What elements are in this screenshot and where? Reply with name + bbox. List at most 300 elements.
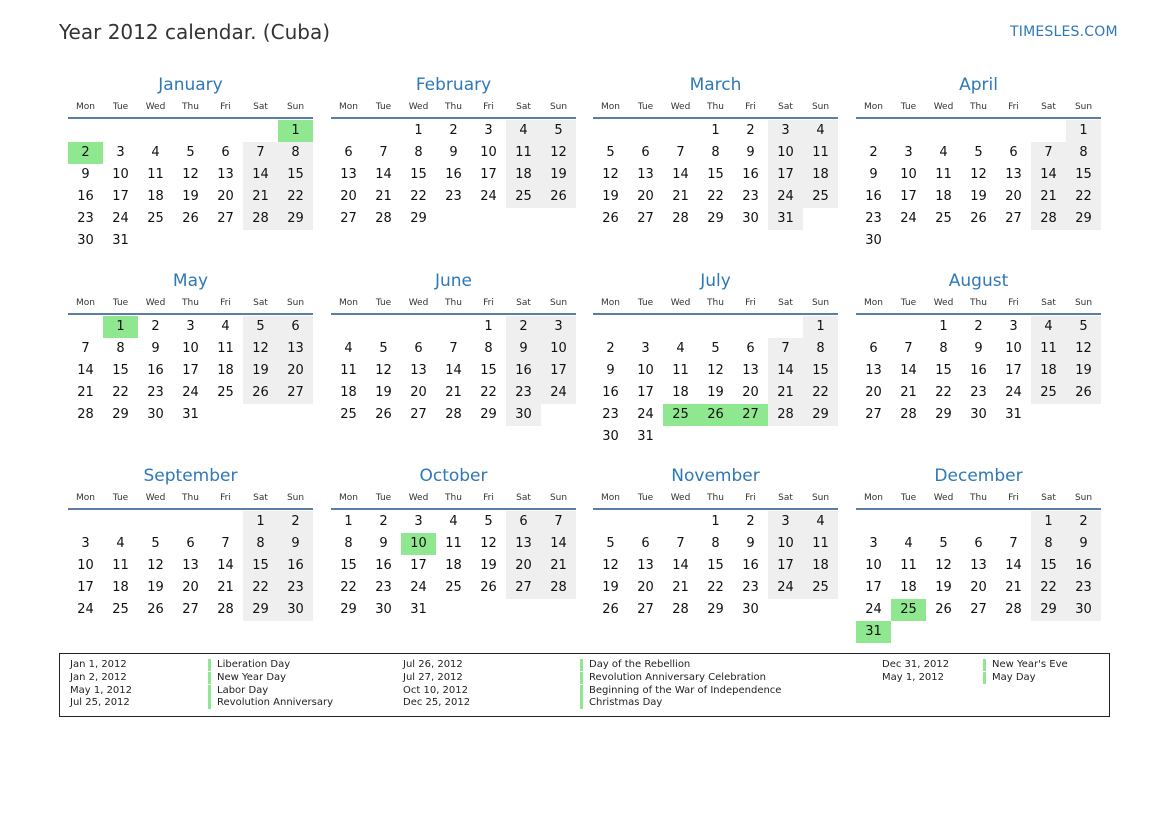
weekday-label: Fri [745,298,756,308]
day-cell: 4 [939,145,948,160]
month-divider [856,117,1101,119]
day-cell: 30 [1066,599,1101,621]
weekday-label: Fri [1008,298,1019,308]
day-cell: 1 [1066,120,1101,142]
day-cell: 13 [970,558,987,573]
day-cell: 10 [637,363,654,378]
weekday-label: Sun [549,298,568,308]
day-cell: 24 [182,385,199,400]
month-divider [68,117,313,119]
legend-date: May 1, 2012 [882,671,945,683]
weekday-label: Thu [182,298,199,308]
day-cell: 8 [116,341,125,356]
day-cell: 6 [278,316,313,338]
day-cell: 20 [637,189,654,204]
weekday-label: Fri [483,102,494,112]
day-cell: 25 [217,385,234,400]
day-cell: 14 [217,558,234,573]
day-cell: 21 [243,186,278,208]
day-cell: 27 [637,211,654,226]
day-cell: 21 [77,385,94,400]
month-divider [331,117,576,119]
day-cell: 13 [506,533,541,555]
legend-holiday-name: Labor Day [208,685,268,697]
legend-holiday-name: Liberation Day [208,659,290,671]
day-cell: 7 [1009,536,1018,551]
day-cell: 6 [641,536,650,551]
day-cell: 14 [445,363,462,378]
weekday-label: Wed [408,102,429,112]
day-cell: 20 [340,189,357,204]
day-cell: 9 [869,167,878,182]
day-cell: 1 [803,316,838,338]
day-cell: 29 [480,407,497,422]
day-cell: 8 [243,533,278,555]
day-cell: 25 [803,577,838,599]
weekday-label: Sun [286,298,305,308]
day-cell: 25 [340,407,357,422]
day-cell: 27 [637,602,654,617]
weekday-label: Thu [445,493,462,503]
day-cell: 3 [541,316,576,338]
day-cell: 16 [77,189,94,204]
day-cell: 26 [243,382,278,404]
day-cell: 12 [480,536,497,551]
weekday-label: Sun [286,493,305,503]
legend-date: May 1, 2012 [70,684,133,696]
day-cell: 31 [637,429,654,444]
day-cell: 23 [506,382,541,404]
weekday-label: Tue [637,493,654,503]
legend-holiday-name: Revolution Anniversary [208,697,333,709]
weekday-label: Sat [516,493,531,503]
weekday-label: Wed [145,493,166,503]
weekday-label: Tue [637,298,654,308]
day-cell: 24 [77,602,94,617]
day-cell: 26 [970,211,987,226]
day-cell: 9 [278,533,313,555]
day-cell: 13 [637,167,654,182]
weekday-header [331,492,576,504]
day-cell: 5 [541,120,576,142]
day-cell: 21 [541,555,576,577]
weekday-header [68,101,313,113]
day-cell: 8 [711,145,720,160]
day-cell: 17 [637,385,654,400]
weekday-label: Mon [601,493,620,503]
weekday-label: Tue [112,493,129,503]
day-cell: 8 [803,338,838,360]
day-cell: 18 [217,363,234,378]
day-cell: 12 [707,363,724,378]
day-cell: 28 [541,577,576,599]
day-cell: 6 [869,341,878,356]
day-cell: 8 [344,536,353,551]
weekday-label: Tue [900,102,917,112]
day-cell: 1 [243,511,278,533]
day-cell: 6 [974,536,983,551]
day-cell: 5 [974,145,983,160]
day-cell: 17 [768,555,803,577]
holiday-legend [59,653,1110,717]
day-cell: 18 [935,189,952,204]
weekday-label: Wed [408,298,429,308]
day-cell: 26 [602,211,619,226]
weekday-label: Tue [112,102,129,112]
day-cell: 19 [480,558,497,573]
day-cell: 29 [707,602,724,617]
day-cell: 18 [1031,360,1066,382]
day-cell: 29 [410,211,427,226]
day-cell: 16 [445,167,462,182]
day-cell: 2 [606,341,615,356]
day-cell: 17 [112,189,129,204]
weekday-label: Sat [1041,298,1056,308]
day-cell: 30 [77,233,94,248]
day-cell: 19 [602,580,619,595]
legend-holiday-name: Christmas Day [580,697,662,709]
day-cell: 22 [340,580,357,595]
weekday-label: Mon [76,102,95,112]
day-cell: 28 [672,602,689,617]
month-divider [593,313,838,315]
day-cell: 26 [480,580,497,595]
day-cell: 14 [243,164,278,186]
day-cell: 17 [182,363,199,378]
weekday-label: Thu [182,493,199,503]
day-grid [593,511,838,643]
weekday-label: Fri [745,102,756,112]
day-cell: 4 [221,319,230,334]
weekday-label: Tue [375,493,392,503]
weekday-header [593,492,838,504]
day-cell: 1 [414,123,423,138]
day-grid [856,120,1101,252]
day-cell: 11 [803,142,838,164]
day-cell: 18 [672,385,689,400]
day-cell: 7 [243,142,278,164]
weekday-label: Mon [339,102,358,112]
day-cell: 2 [974,319,983,334]
day-cell: 3 [768,511,803,533]
day-cell: 15 [480,363,497,378]
month-name: September [143,466,238,486]
day-cell: 19 [147,580,164,595]
month-name: March [689,75,742,95]
month-name: February [415,75,492,95]
weekday-header [856,101,1101,113]
day-cell: 18 [506,164,541,186]
day-cell: 28 [217,602,234,617]
holiday-day-cell: 1 [278,120,313,142]
day-cell: 11 [672,363,689,378]
day-cell: 27 [278,382,313,404]
day-cell: 16 [147,363,164,378]
holiday-day-cell: 10 [401,533,436,555]
weekday-label: Fri [745,493,756,503]
weekday-label: Wed [670,298,691,308]
day-cell: 28 [375,211,392,226]
day-cell: 17 [541,360,576,382]
weekday-label: Wed [145,102,166,112]
weekday-label: Tue [900,298,917,308]
weekday-label: Sun [811,493,830,503]
day-cell: 8 [711,536,720,551]
day-cell: 22 [278,186,313,208]
weekday-label: Tue [637,102,654,112]
day-cell: 9 [449,145,458,160]
day-cell: 31 [1005,407,1022,422]
day-cell: 7 [541,511,576,533]
day-cell: 7 [676,145,685,160]
day-cell: 24 [865,602,882,617]
day-cell: 5 [379,341,388,356]
weekday-label: Sat [778,102,793,112]
day-cell: 4 [506,120,541,142]
day-grid [593,316,838,448]
day-cell: 6 [1009,145,1018,160]
day-cell: 1 [711,514,720,529]
weekday-label: Mon [864,298,883,308]
day-cell: 9 [606,363,615,378]
day-cell: 13 [865,363,882,378]
day-cell: 28 [768,404,803,426]
day-grid [331,511,576,643]
day-cell: 3 [768,120,803,142]
weekday-label: Fri [483,493,494,503]
month-divider [593,508,838,510]
day-cell: 4 [116,536,125,551]
day-cell: 23 [742,189,759,204]
day-cell: 22 [480,385,497,400]
day-cell: 8 [278,142,313,164]
day-cell: 6 [221,145,230,160]
day-cell: 19 [243,360,278,382]
day-cell: 7 [449,341,458,356]
day-cell: 19 [935,580,952,595]
weekday-header [68,492,313,504]
day-cell: 27 [182,602,199,617]
day-cell: 15 [1066,164,1101,186]
day-cell: 6 [186,536,195,551]
day-cell: 24 [900,211,917,226]
weekday-label: Sat [1041,102,1056,112]
day-cell: 14 [672,558,689,573]
weekday-label: Sun [549,102,568,112]
day-cell: 6 [641,145,650,160]
day-cell: 21 [672,189,689,204]
day-cell: 15 [340,558,357,573]
day-cell: 18 [340,385,357,400]
day-cell: 9 [151,341,160,356]
day-cell: 13 [340,167,357,182]
day-cell: 20 [506,555,541,577]
weekday-label: Fri [483,298,494,308]
day-cell: 17 [900,189,917,204]
day-cell: 28 [1031,208,1066,230]
day-cell: 1 [711,123,720,138]
day-cell: 18 [900,580,917,595]
day-cell: 23 [602,407,619,422]
month-divider [331,508,576,510]
weekday-label: Sat [253,298,268,308]
day-cell: 17 [865,580,882,595]
day-cell: 26 [602,602,619,617]
day-cell: 8 [1031,533,1066,555]
day-cell: 22 [1066,186,1101,208]
day-cell: 16 [602,385,619,400]
day-cell: 25 [1031,382,1066,404]
weekday-header [593,297,838,309]
day-cell: 24 [768,186,803,208]
day-cell: 4 [803,120,838,142]
day-cell: 9 [379,536,388,551]
day-cell: 20 [865,385,882,400]
day-cell: 17 [1005,363,1022,378]
day-cell: 20 [742,385,759,400]
day-cell: 10 [900,167,917,182]
day-cell: 4 [449,514,458,529]
day-cell: 22 [935,385,952,400]
day-cell: 14 [1005,558,1022,573]
holiday-day-cell: 25 [891,599,926,621]
day-cell: 30 [147,407,164,422]
day-cell: 12 [541,142,576,164]
day-cell: 20 [970,580,987,595]
day-cell: 23 [375,580,392,595]
weekday-label: Thu [970,102,987,112]
day-cell: 23 [970,385,987,400]
day-cell: 15 [707,167,724,182]
legend-date: Jan 2, 2012 [70,671,127,683]
day-cell: 17 [77,580,94,595]
day-cell: 7 [379,145,388,160]
weekday-label: Fri [220,298,231,308]
day-cell: 20 [217,189,234,204]
day-cell: 3 [81,536,90,551]
weekday-label: Mon [601,298,620,308]
day-cell: 19 [541,164,576,186]
day-cell: 15 [278,164,313,186]
day-cell: 10 [541,338,576,360]
day-cell: 7 [676,536,685,551]
day-cell: 5 [243,316,278,338]
day-cell: 19 [182,189,199,204]
day-cell: 28 [1005,602,1022,617]
day-grid [68,120,313,252]
legend-holiday-name: Day of the Rebellion [580,659,690,671]
day-cell: 24 [112,211,129,226]
weekday-label: Wed [933,493,954,503]
day-cell: 19 [602,189,619,204]
day-cell: 7 [904,341,913,356]
day-cell: 3 [869,536,878,551]
weekday-label: Mon [864,102,883,112]
day-cell: 16 [742,167,759,182]
day-cell: 28 [445,407,462,422]
day-cell: 21 [768,382,803,404]
holiday-day-cell: 26 [698,404,733,426]
month-divider [593,117,838,119]
weekday-label: Sat [253,493,268,503]
day-cell: 13 [637,558,654,573]
month-name: November [671,466,760,486]
day-cell: 29 [243,599,278,621]
weekday-label: Thu [445,102,462,112]
weekday-label: Mon [339,493,358,503]
weekday-label: Sat [778,493,793,503]
day-cell: 22 [707,189,724,204]
day-cell: 27 [865,407,882,422]
day-cell: 18 [112,580,129,595]
day-cell: 6 [746,341,755,356]
day-cell: 5 [711,341,720,356]
day-cell: 5 [484,514,493,529]
day-cell: 11 [506,142,541,164]
day-cell: 24 [480,189,497,204]
day-cell: 27 [340,211,357,226]
day-cell: 27 [970,602,987,617]
day-cell: 16 [1066,555,1101,577]
weekday-label: Wed [670,102,691,112]
day-cell: 19 [375,385,392,400]
day-cell: 2 [449,123,458,138]
weekday-label: Wed [933,102,954,112]
day-grid [331,120,576,252]
day-cell: 8 [1066,142,1101,164]
day-cell: 8 [484,341,493,356]
day-cell: 3 [414,514,423,529]
day-cell: 16 [278,555,313,577]
day-cell: 24 [768,577,803,599]
month-divider [68,508,313,510]
day-cell: 21 [1031,186,1066,208]
weekday-label: Wed [145,298,166,308]
day-cell: 31 [768,208,803,230]
legend-holiday-name: Revolution Anniversary Celebration [580,672,766,684]
day-cell: 18 [445,558,462,573]
weekday-label: Sun [811,298,830,308]
day-cell: 13 [278,338,313,360]
day-cell: 2 [506,316,541,338]
weekday-label: Sun [1074,493,1093,503]
month-name: October [419,466,488,486]
weekday-header [856,297,1101,309]
day-cell: 11 [112,558,129,573]
day-cell: 3 [116,145,125,160]
day-cell: 11 [147,167,164,182]
weekday-label: Mon [864,493,883,503]
day-cell: 30 [742,211,759,226]
site-brand-link[interactable]: TIMESLES.COM [1010,24,1118,40]
day-cell: 14 [77,363,94,378]
day-cell: 3 [186,319,195,334]
day-cell: 9 [746,536,755,551]
day-cell: 5 [151,536,160,551]
day-cell: 23 [278,577,313,599]
day-cell: 25 [112,602,129,617]
weekday-label: Sat [516,298,531,308]
day-cell: 11 [935,167,952,182]
day-cell: 17 [410,558,427,573]
day-cell: 11 [900,558,917,573]
day-cell: 31 [182,407,199,422]
day-cell: 22 [243,577,278,599]
day-cell: 14 [541,533,576,555]
day-cell: 23 [742,580,759,595]
day-cell: 29 [803,404,838,426]
day-cell: 24 [541,382,576,404]
